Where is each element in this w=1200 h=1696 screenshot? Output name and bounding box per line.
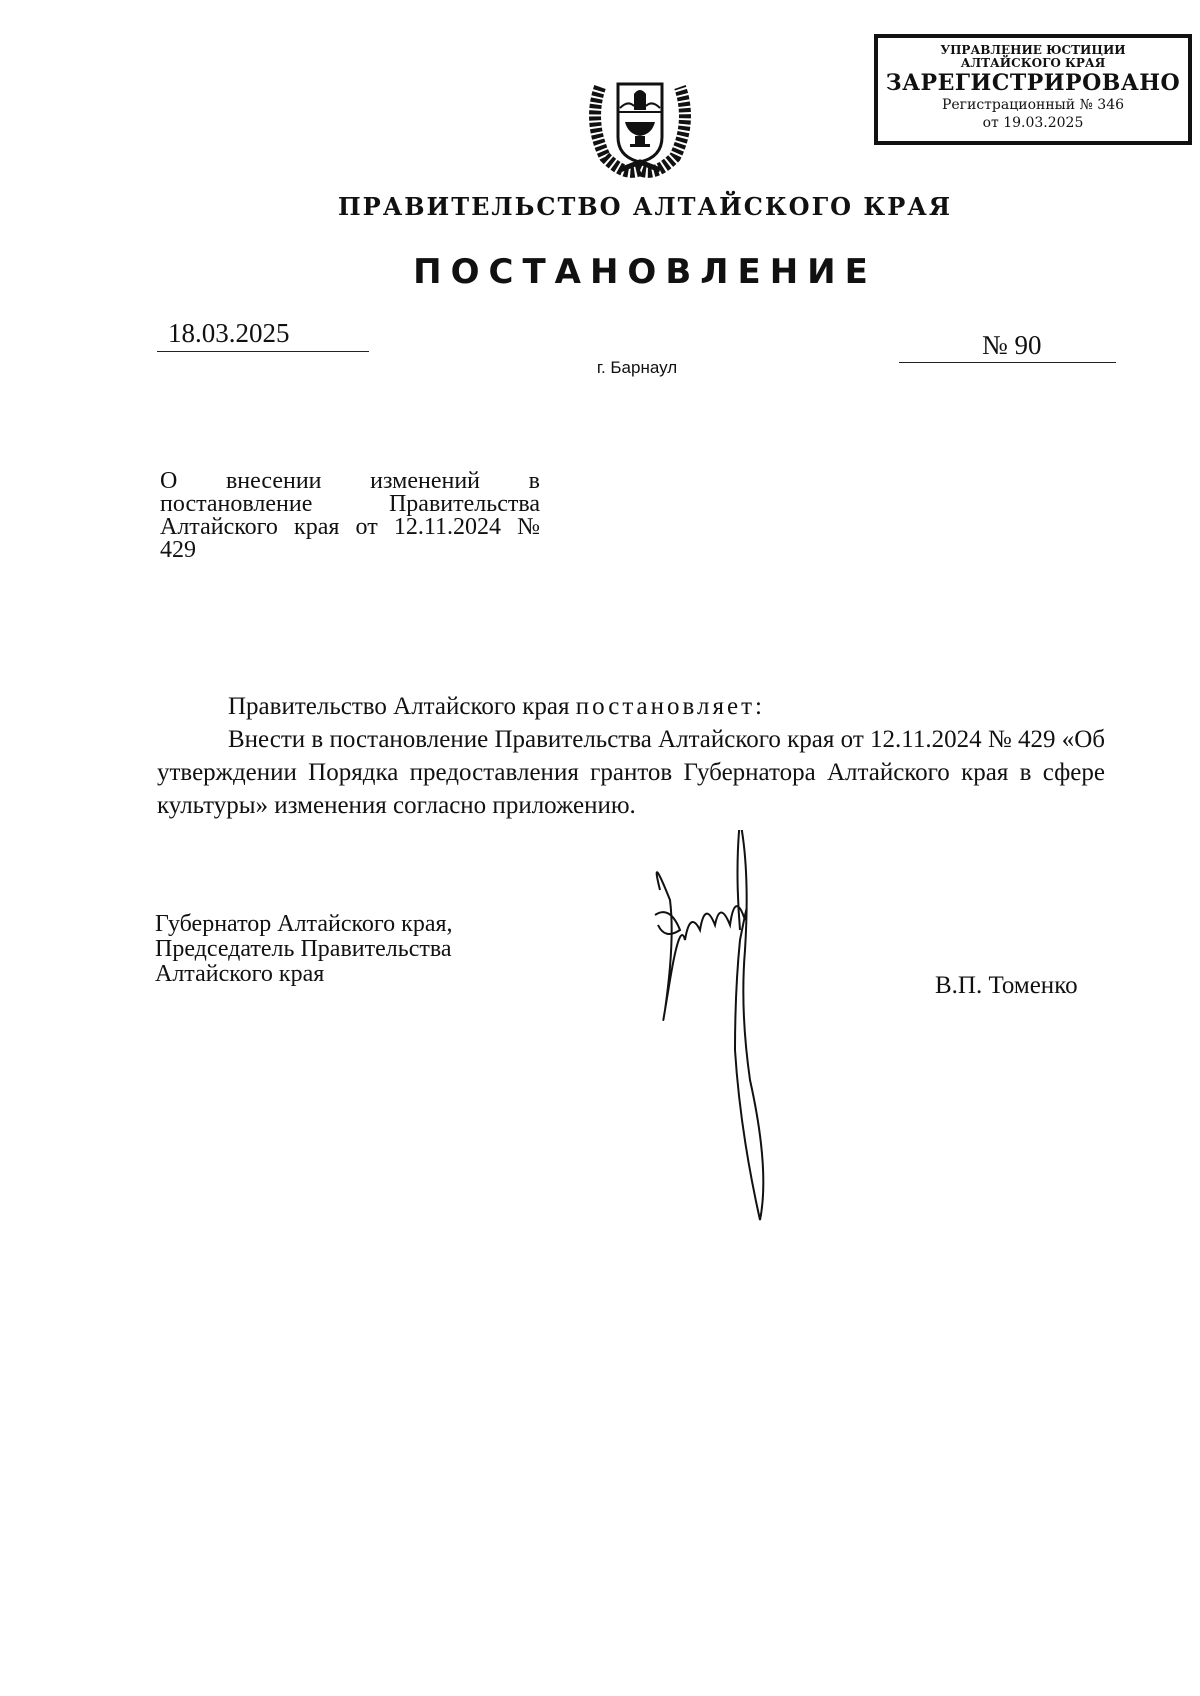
document-body <box>157 690 1105 822</box>
government-name: ПРАВИТЕЛЬСТВО АЛТАЙСКОГО КРАЯ <box>337 192 953 221</box>
date-underline <box>157 351 369 352</box>
city: г. Барнаул <box>596 358 678 377</box>
position-line: Председатель Правительства <box>155 936 452 962</box>
document-type: ПОСТАНОВЛЕНИЕ <box>413 252 877 292</box>
stamp-status: ЗАРЕГИСТРИРОВАНО <box>885 70 1181 96</box>
document-number: № 90 <box>982 330 1042 360</box>
signatory-position <box>155 912 453 987</box>
stamp-reg-date: от 19.03.2025 <box>982 115 1084 131</box>
coat-of-arms-icon <box>580 62 700 182</box>
intro-text: Правительство Алтайского края <box>228 693 570 720</box>
registration-stamp <box>874 34 1192 145</box>
document-subject: О внесении изменений в постановление Правительства Алтайского края от 12.11.2024 № 429 <box>160 468 540 563</box>
stamp-authority-line2: АЛТАЙСКОГО КРАЯ <box>960 56 1106 70</box>
stamp-authority-line1: УПРАВЛЕНИЕ ЮСТИЦИИ <box>940 43 1126 57</box>
intro-verb: постановляет: <box>575 693 765 720</box>
signatory-name: В.П. Томенко <box>935 972 1078 999</box>
intro-line <box>157 690 1105 723</box>
handwritten-signature <box>640 830 820 1230</box>
position-line: Губернатор Алтайского края, <box>155 911 453 937</box>
document-date: 18.03.2025 <box>168 318 290 348</box>
resolution-paragraph: Внести в постановление Правительства Алтайского края от 12.11.2024 № 429 «Об утверждении Порядка предоставления грантов Губернатора Алтайского края в сфере культуры» изменения согласно приложению. <box>157 726 1105 819</box>
stamp-reg-number: Регистрационный № 346 <box>941 97 1125 113</box>
position-line: Алтайского края <box>155 961 325 987</box>
